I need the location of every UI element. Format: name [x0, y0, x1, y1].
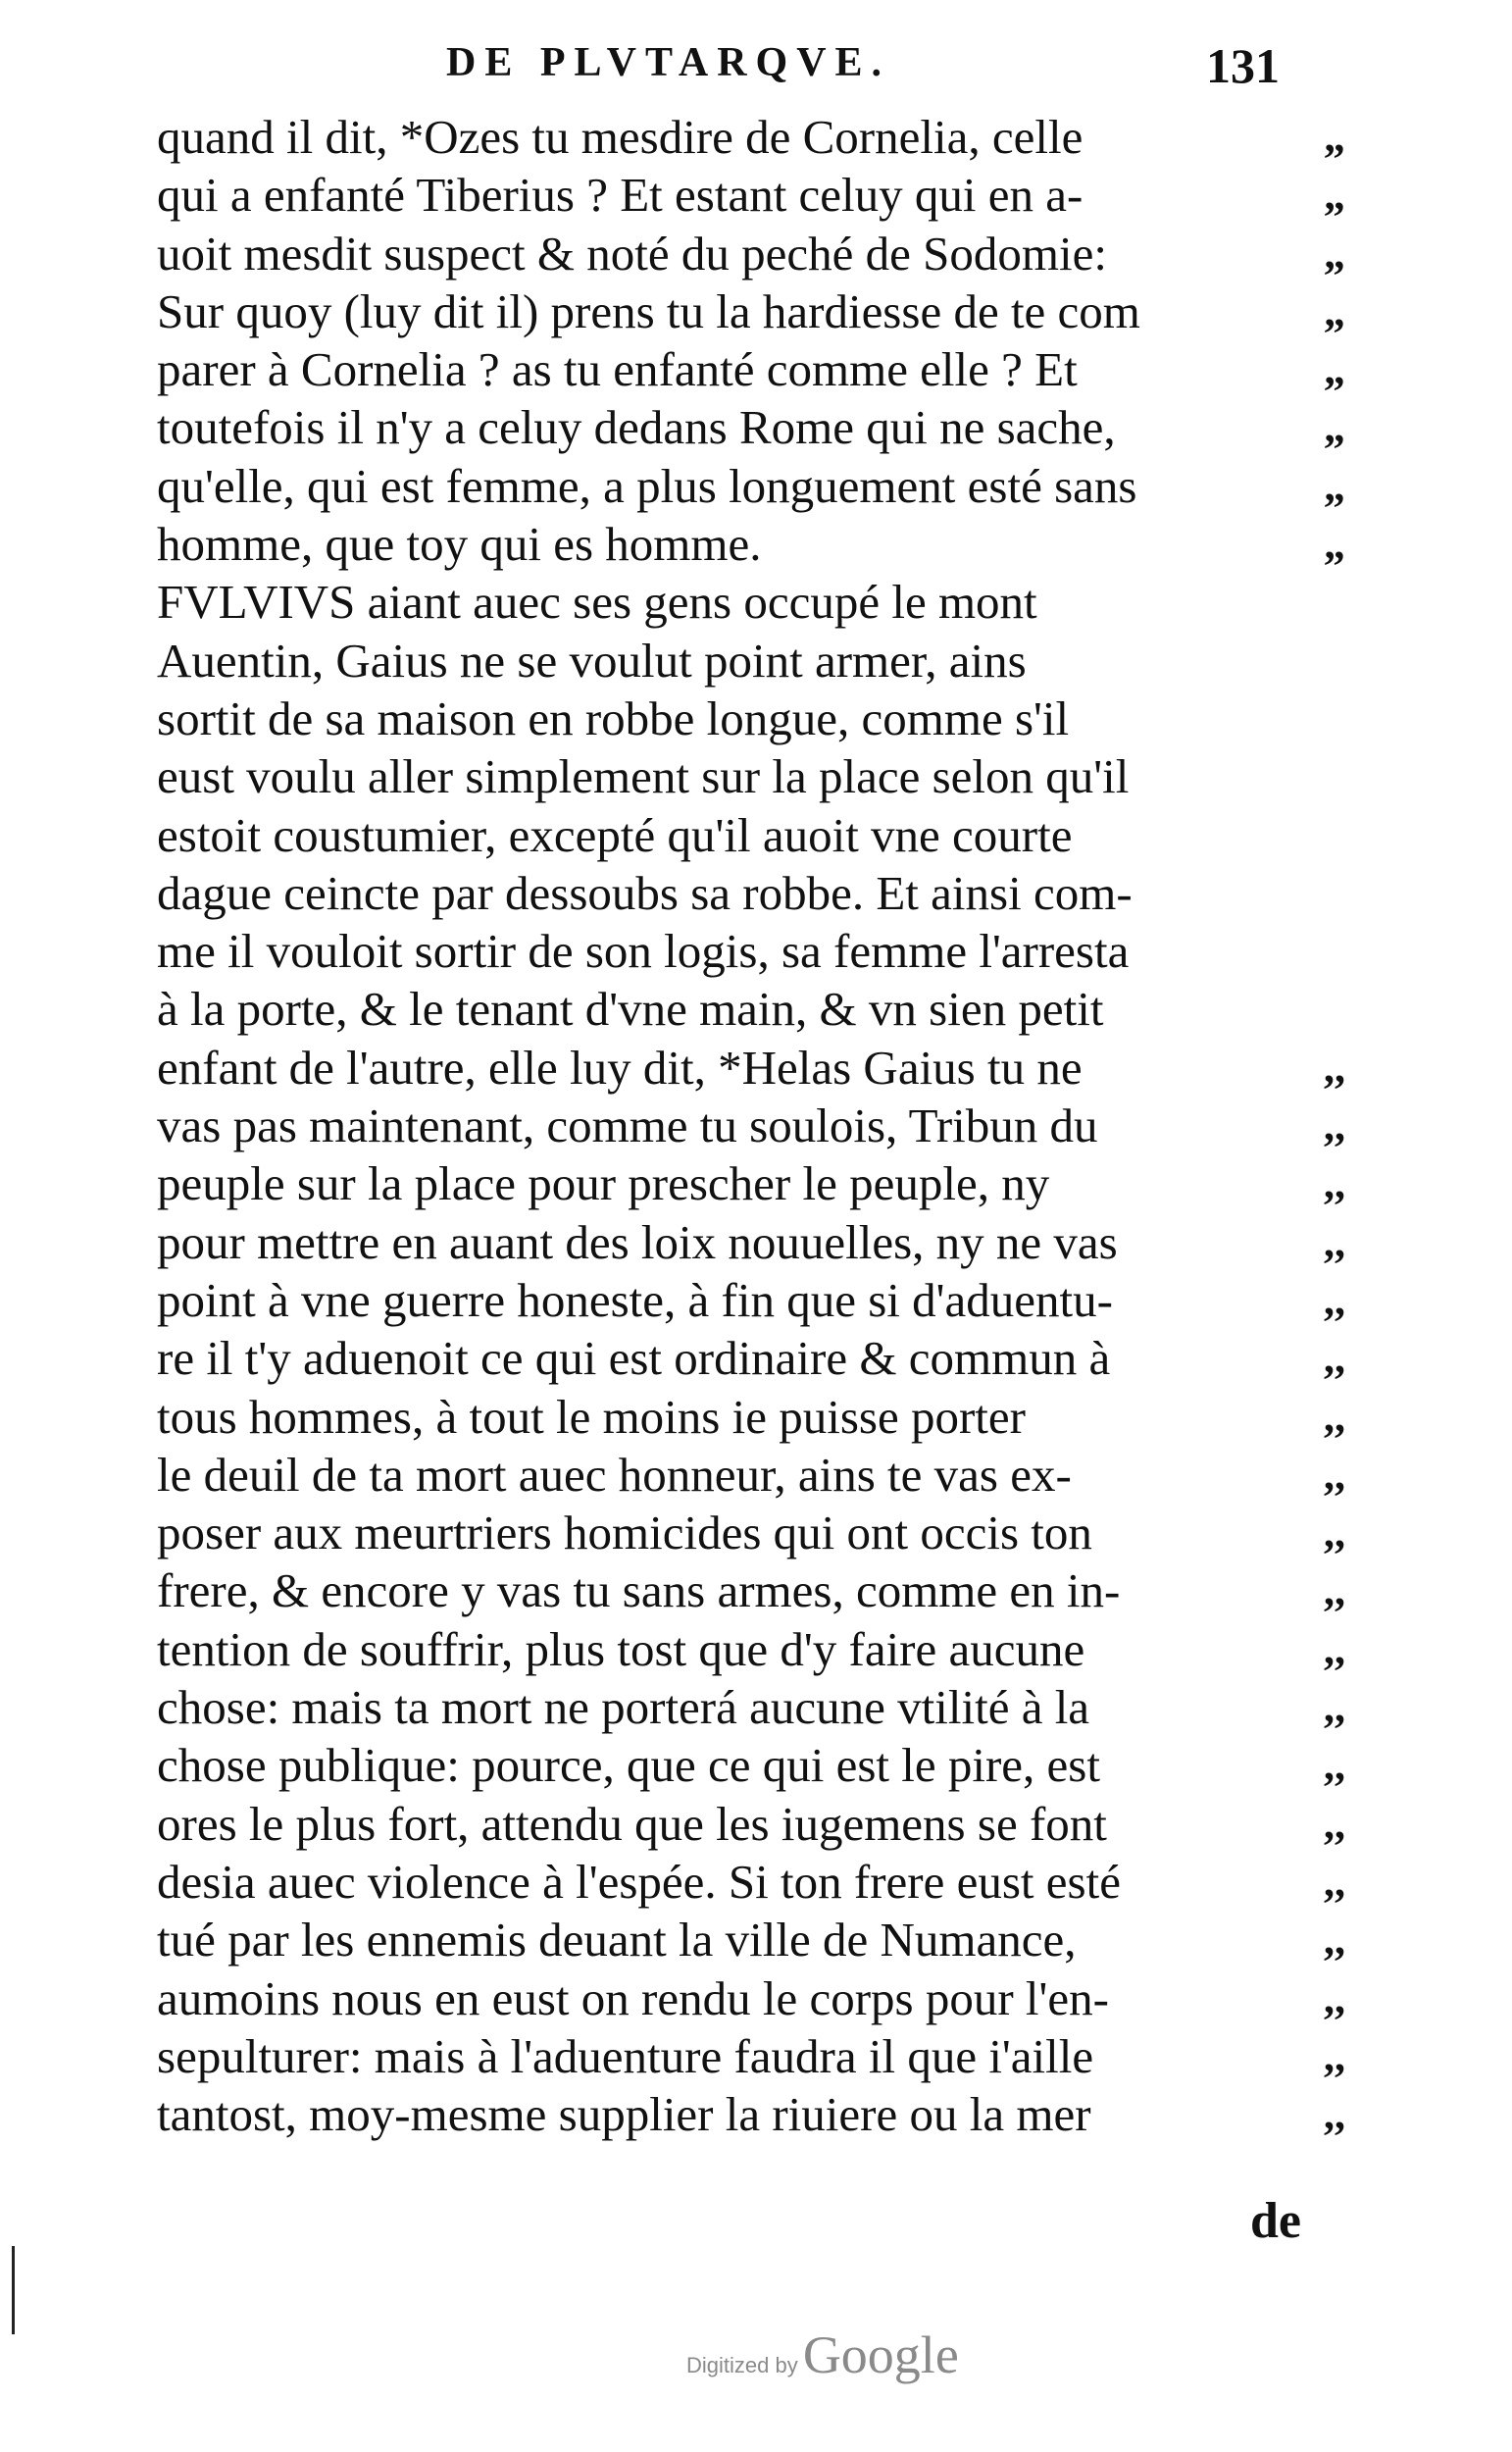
quotation-mark: „: [1324, 113, 1345, 161]
line-text: Auentin, Gaius ne se voulut point armer, ains: [157, 633, 1027, 688]
watermark-prefix: Digitized by: [686, 2353, 798, 2377]
page-number: 131: [1206, 38, 1280, 93]
line-text: qui a enfanté Tiberius ? Et estant celuy qui en a-: [157, 168, 1084, 223]
text-line: [157, 1271, 1373, 1329]
quotation-mark: „: [1324, 171, 1345, 220]
line-text: chose: mais ta mort ne porterá aucune vtilité à la: [157, 1680, 1090, 1735]
quotation-mark: ,,: [1324, 1450, 1345, 1499]
line-text: à la porte, & le tenant d'vne main, & vn sien petit: [157, 982, 1104, 1037]
page-edge-mark: [12, 2246, 15, 2334]
line-text: pour mettre en auant des loix nouuelles, ny ne vas: [157, 1214, 1118, 1269]
quotation-mark: ,,: [1324, 1624, 1345, 1673]
text-line: [157, 980, 1373, 1038]
line-text: tantost, moy-mesme supplier la riuiere ou la mer: [157, 2087, 1091, 2142]
text-line: [157, 340, 1373, 398]
text-line: [157, 1620, 1373, 1678]
line-text: frere, & encore y vas tu sans armes, comme en in-: [157, 1563, 1121, 1618]
quotation-mark: ,,: [1324, 1799, 1345, 1848]
text-line: [157, 806, 1373, 864]
line-text: Sur quoy (luy dit il) prens tu la hardiesse de te com: [157, 283, 1140, 338]
line-text: poser aux meurtriers homicides qui ont occis ton: [157, 1506, 1092, 1560]
line-text: ores le plus fort, attendu que les iugemens se font: [157, 1796, 1107, 1851]
line-text: quand il dit, *Ozes tu mesdire de Cornelia, celle: [157, 110, 1084, 164]
text-line: [157, 747, 1373, 805]
watermark-brand: Google: [802, 2325, 959, 2384]
text-line: [157, 1678, 1373, 1736]
quotation-mark: ,,: [1324, 2031, 1345, 2080]
line-text: me il vouloit sortir de son logis, sa femme l'arresta: [157, 924, 1130, 979]
quotation-mark: ,,: [1324, 1566, 1345, 1615]
quotation-mark: ,,: [1324, 2090, 1345, 2139]
running-title: DE PLVTARQVE.: [446, 40, 891, 85]
text-line: [157, 1853, 1373, 1911]
text-line: [157, 2027, 1373, 2085]
text-line: [157, 1969, 1373, 2027]
text-line: [157, 515, 1373, 573]
text-line: [157, 1446, 1373, 1504]
page-header: [0, 29, 1512, 108]
line-text: uoit mesdit suspect & noté du peché de Sodomie:: [157, 226, 1107, 281]
line-text: enfant de l'autre, elle luy dit, *Helas Gaius tu ne: [157, 1040, 1083, 1095]
line-text: tention de souffrir, plus tost que d'y faire aucune: [157, 1621, 1085, 1676]
line-text: toutefois il n'y a celuy dedans Rome qui ne sache,: [157, 400, 1116, 455]
line-text: parer à Cornelia ? as tu enfanté comme elle ? Et: [157, 342, 1078, 397]
quotation-mark: „: [1324, 461, 1345, 510]
line-text: tué par les ennemis deuant la ville de Numance,: [157, 1913, 1077, 1967]
text-line: [157, 1388, 1373, 1446]
quotation-mark: ,,: [1324, 1973, 1345, 2022]
quotation-mark: ,,: [1324, 1741, 1345, 1790]
text-line: [157, 2085, 1373, 2143]
body-text: [157, 108, 1373, 2143]
quotation-mark: ,,: [1324, 1159, 1345, 1208]
catchword: de: [1250, 2193, 1301, 2249]
digitization-watermark: [686, 2324, 959, 2385]
quotation-mark: ,,: [1324, 1392, 1345, 1441]
quotation-mark: ,,: [1324, 1334, 1345, 1383]
line-text: dague ceincte par dessoubs sa robbe. Et ainsi com-: [157, 865, 1133, 920]
quotation-mark: ,,: [1324, 1275, 1345, 1324]
line-text: estoit coustumier, excepté qu'il auoit vne courte: [157, 807, 1073, 862]
text-line: [157, 922, 1373, 980]
text-line: [157, 398, 1373, 456]
text-line: [157, 225, 1373, 282]
line-text: eust voulu aller simplement sur la place selon qu'il: [157, 749, 1130, 804]
line-text: point à vne guerre honeste, à fin que si d'aduentu-: [157, 1272, 1113, 1327]
text-line: [157, 166, 1373, 224]
quotation-mark: „: [1324, 229, 1345, 278]
text-line: [157, 1911, 1373, 1968]
line-text: desia auec violence à l'espée. Si ton frere eust esté: [157, 1854, 1121, 1909]
text-line: [157, 1795, 1373, 1853]
line-text: aumoins nous en eust on rendu le corps pour l'en-: [157, 1970, 1109, 2025]
line-text: sortit de sa maison en robbe longue, comme s'il: [157, 690, 1070, 745]
line-text: vas pas maintenant, comme tu soulois, Tribun du: [157, 1098, 1098, 1153]
text-line: [157, 1561, 1373, 1619]
line-text: sepulturer: mais à l'aduenture faudra il que i'aille: [157, 2028, 1094, 2083]
quotation-mark: ,,: [1324, 1683, 1345, 1732]
quotation-mark: ,,: [1324, 1508, 1345, 1558]
text-line: [157, 573, 1373, 631]
line-text: peuple sur la place pour prescher le peuple, ny: [157, 1156, 1050, 1211]
text-line: [157, 108, 1373, 166]
quotation-mark: ,,: [1324, 1916, 1345, 1965]
text-line: [157, 864, 1373, 922]
text-line: [157, 1154, 1373, 1212]
text-line: [157, 1213, 1373, 1271]
quotation-mark: ,,: [1324, 1857, 1345, 1906]
quotation-mark: ,,: [1324, 1101, 1345, 1150]
line-text: FVLVIVS aiant auec ses gens occupé le mont: [157, 575, 1037, 630]
text-line: [157, 1039, 1373, 1097]
line-text: qu'elle, qui est femme, a plus longuement esté sans: [157, 458, 1137, 513]
quotation-mark: ,,: [1324, 1217, 1345, 1266]
line-text: chose publique: pource, que ce qui est le pire, est: [157, 1738, 1100, 1793]
text-line: [157, 632, 1373, 690]
quotation-mark: ,,: [1324, 1043, 1345, 1092]
text-line: [157, 457, 1373, 515]
text-line: [157, 1736, 1373, 1794]
quotation-mark: „: [1324, 286, 1345, 335]
text-line: [157, 1329, 1373, 1387]
text-line: [157, 1504, 1373, 1561]
quotation-mark: „: [1324, 345, 1345, 394]
line-text: tous hommes, à tout le moins ie puisse porter: [157, 1389, 1026, 1444]
line-text: le deuil de ta mort auec honneur, ains te vas ex-: [157, 1447, 1072, 1502]
quotation-mark: „: [1324, 403, 1345, 452]
text-line: [157, 282, 1373, 340]
text-line: [157, 1097, 1373, 1154]
text-line: [157, 690, 1373, 747]
line-text: re il t'y aduenoit ce qui est ordinaire & commun à: [157, 1331, 1111, 1386]
line-text: homme, que toy qui es homme.: [157, 517, 762, 572]
quotation-mark: „: [1324, 520, 1345, 569]
